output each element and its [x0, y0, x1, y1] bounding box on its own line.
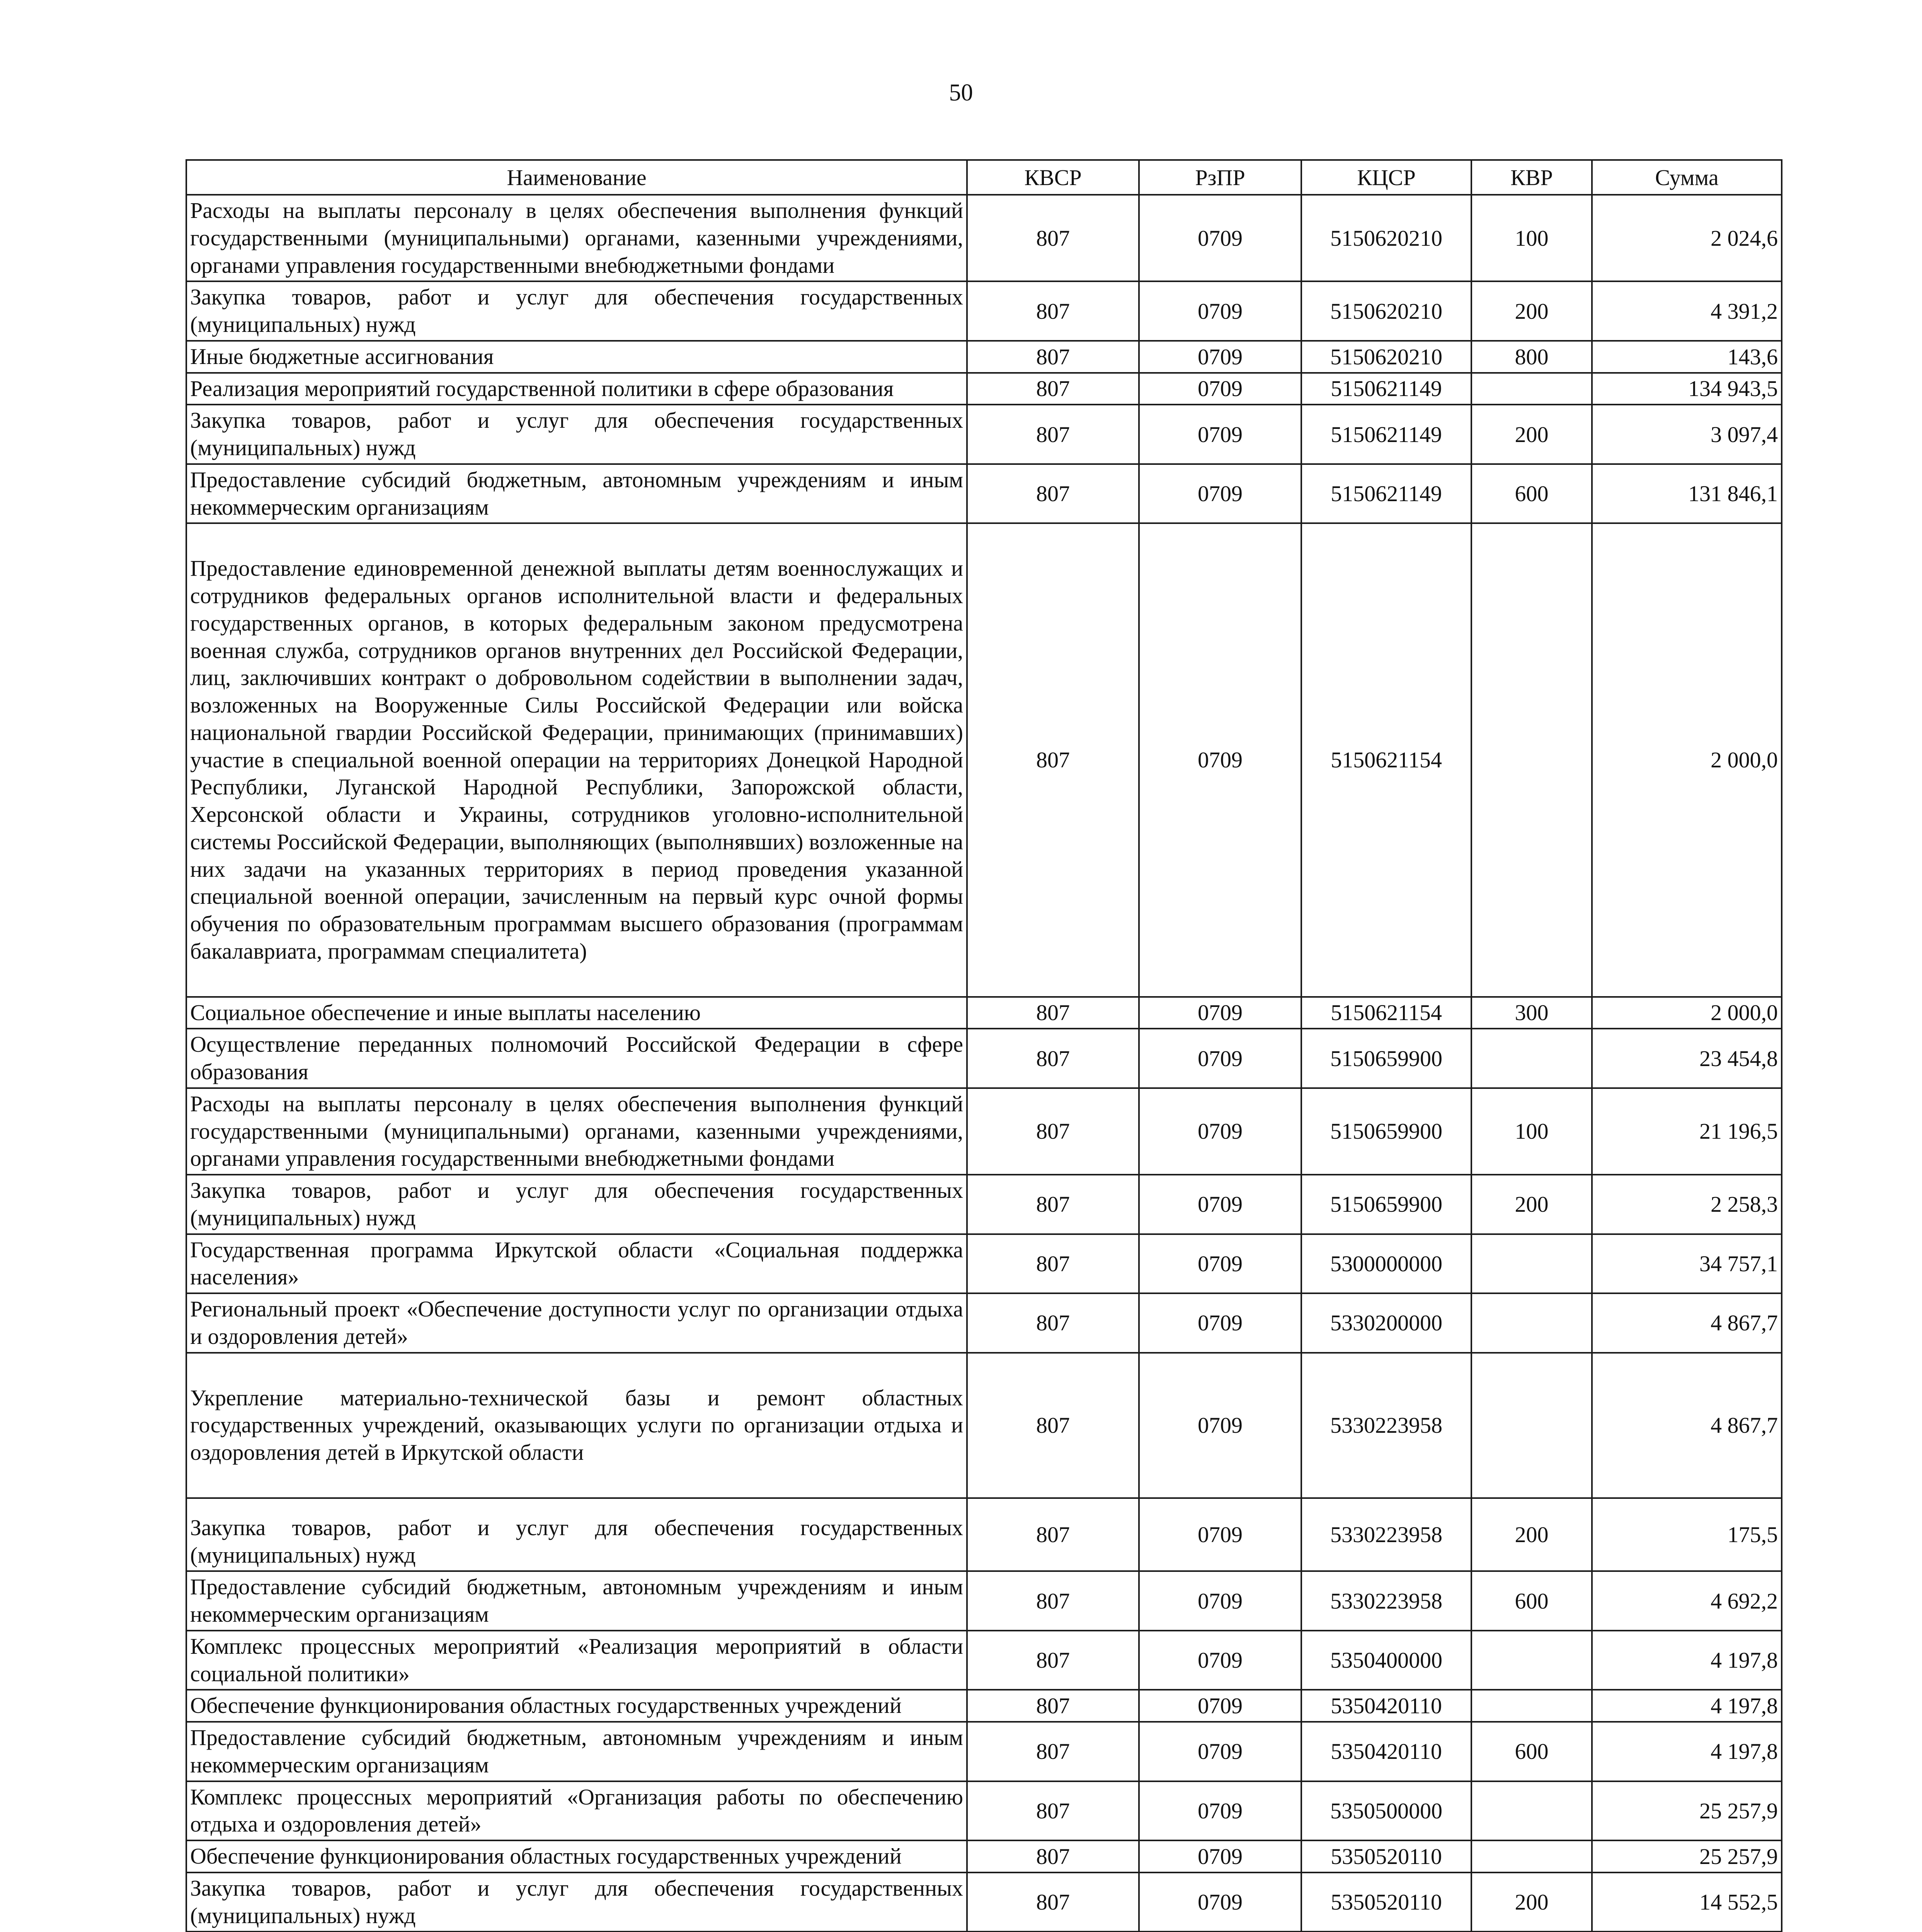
- cell-name: Укрепление материально-технической базы и ремонт областных государственных учреждений, оказывающих услуги по организации отдыха и оздоровления детей в Иркутской области: [186, 1353, 967, 1498]
- table-row: [186, 195, 1782, 281]
- cell-kcsr: 5330223958: [1301, 1498, 1471, 1571]
- cell-sum: 34 757,1: [1592, 1234, 1782, 1294]
- cell-kvr: 200: [1471, 281, 1592, 341]
- cell-kcsr: 5150659900: [1301, 1088, 1471, 1175]
- cell-rzpr: 0709: [1139, 1722, 1301, 1781]
- table-row: [186, 405, 1782, 464]
- cell-sum: 143,6: [1592, 341, 1782, 373]
- cell-kvr: [1471, 1781, 1592, 1841]
- table-body: [186, 195, 1782, 1932]
- cell-rzpr: 0709: [1139, 341, 1301, 373]
- cell-rzpr: 0709: [1139, 373, 1301, 405]
- cell-name: Комплекс процессных мероприятий «Реализация мероприятий в области социальной политики»: [186, 1631, 967, 1690]
- cell-kvsr: 807: [967, 1631, 1139, 1690]
- cell-rzpr: 0709: [1139, 405, 1301, 464]
- cell-kvr: 600: [1471, 464, 1592, 524]
- cell-kvsr: 807: [967, 1781, 1139, 1841]
- table-row: [186, 1175, 1782, 1234]
- cell-kcsr: 5330200000: [1301, 1293, 1471, 1353]
- cell-sum: 3 097,4: [1592, 405, 1782, 464]
- cell-sum: 4 867,7: [1592, 1293, 1782, 1353]
- cell-rzpr: 0709: [1139, 1631, 1301, 1690]
- cell-name: Предоставление субсидий бюджетным, автономным учреждениям и иным некоммерческим организациям: [186, 464, 967, 524]
- cell-kcsr: 5150620210: [1301, 281, 1471, 341]
- cell-kcsr: 5350400000: [1301, 1631, 1471, 1690]
- cell-rzpr: 0709: [1139, 1029, 1301, 1088]
- cell-kvr: 200: [1471, 405, 1592, 464]
- header-kvsr: КВСР: [967, 160, 1139, 195]
- cell-kcsr: 5350420110: [1301, 1722, 1471, 1781]
- table-row: [186, 1781, 1782, 1841]
- cell-sum: 2 000,0: [1592, 523, 1782, 997]
- table-row: [186, 341, 1782, 373]
- cell-name: Реализация мероприятий государственной политики в сфере образования: [186, 373, 967, 405]
- cell-rzpr: 0709: [1139, 523, 1301, 997]
- cell-name: Предоставление субсидий бюджетным, автономным учреждениям и иным некоммерческим организациям: [186, 1722, 967, 1781]
- cell-kvsr: 807: [967, 281, 1139, 341]
- cell-name: Осуществление переданных полномочий Российской Федерации в сфере образования: [186, 1029, 967, 1088]
- table-row: [186, 373, 1782, 405]
- table-row: [186, 464, 1782, 524]
- cell-name: Комплекс процессных мероприятий «Организация работы по обеспечению отдыха и оздоровления детей»: [186, 1781, 967, 1841]
- cell-kcsr: 5330223958: [1301, 1571, 1471, 1631]
- cell-kvr: 300: [1471, 997, 1592, 1029]
- table-row: [186, 1029, 1782, 1088]
- cell-kvr: 100: [1471, 1088, 1592, 1175]
- cell-sum: 25 257,9: [1592, 1840, 1782, 1872]
- cell-sum: 25 257,9: [1592, 1781, 1782, 1841]
- cell-name: Предоставление субсидий бюджетным, автономным учреждениям и иным некоммерческим организациям: [186, 1571, 967, 1631]
- cell-kcsr: 5150659900: [1301, 1029, 1471, 1088]
- cell-kcsr: 5150621154: [1301, 523, 1471, 997]
- cell-sum: 2 024,6: [1592, 195, 1782, 281]
- cell-rzpr: 0709: [1139, 281, 1301, 341]
- cell-kcsr: 5150621149: [1301, 405, 1471, 464]
- cell-kcsr: 5150659900: [1301, 1175, 1471, 1234]
- cell-kcsr: 5350520110: [1301, 1840, 1471, 1872]
- cell-kvr: [1471, 1353, 1592, 1498]
- cell-rzpr: 0709: [1139, 1293, 1301, 1353]
- cell-kvsr: 807: [967, 1840, 1139, 1872]
- cell-rzpr: 0709: [1139, 1571, 1301, 1631]
- cell-kvsr: 807: [967, 997, 1139, 1029]
- cell-sum: 4 197,8: [1592, 1690, 1782, 1722]
- cell-kvsr: 807: [967, 1088, 1139, 1175]
- cell-kvr: [1471, 1293, 1592, 1353]
- cell-sum: 131 846,1: [1592, 464, 1782, 524]
- table-row: [186, 1498, 1782, 1571]
- cell-kcsr: 5150621149: [1301, 373, 1471, 405]
- cell-kvsr: 807: [967, 1498, 1139, 1571]
- table-row: [186, 1722, 1782, 1781]
- header-name: Наименование: [186, 160, 967, 195]
- cell-name: Закупка товаров, работ и услуг для обеспечения государственных (муниципальных) нужд: [186, 1872, 967, 1932]
- cell-sum: 4 197,8: [1592, 1631, 1782, 1690]
- table-row: [186, 1872, 1782, 1932]
- cell-kvr: 600: [1471, 1571, 1592, 1631]
- cell-rzpr: 0709: [1139, 1872, 1301, 1932]
- cell-rzpr: 0709: [1139, 997, 1301, 1029]
- cell-rzpr: 0709: [1139, 1498, 1301, 1571]
- cell-name: Закупка товаров, работ и услуг для обеспечения государственных (муниципальных) нужд: [186, 405, 967, 464]
- table-row: [186, 1353, 1782, 1498]
- cell-kcsr: 5150620210: [1301, 341, 1471, 373]
- header-kcsr: КЦСР: [1301, 160, 1471, 195]
- cell-sum: 4 692,2: [1592, 1571, 1782, 1631]
- cell-sum: 23 454,8: [1592, 1029, 1782, 1088]
- table-row: [186, 1234, 1782, 1294]
- cell-kvr: 200: [1471, 1175, 1592, 1234]
- cell-rzpr: 0709: [1139, 1840, 1301, 1872]
- cell-rzpr: 0709: [1139, 1781, 1301, 1841]
- cell-kvr: 200: [1471, 1498, 1592, 1571]
- cell-name: Государственная программа Иркутской области «Социальная поддержка населения»: [186, 1234, 967, 1294]
- cell-kvsr: 807: [967, 1872, 1139, 1932]
- cell-sum: 2 000,0: [1592, 997, 1782, 1029]
- cell-rzpr: 0709: [1139, 1690, 1301, 1722]
- cell-sum: 4 391,2: [1592, 281, 1782, 341]
- table-row: [186, 1690, 1782, 1722]
- cell-kvr: [1471, 1840, 1592, 1872]
- cell-kvsr: 807: [967, 1571, 1139, 1631]
- header-kvr: КВР: [1471, 160, 1592, 195]
- table-row: [186, 1293, 1782, 1353]
- cell-kvsr: 807: [967, 1029, 1139, 1088]
- cell-kcsr: 5150621149: [1301, 464, 1471, 524]
- header-sum: Сумма: [1592, 160, 1782, 195]
- cell-name: Расходы на выплаты персоналу в целях обеспечения выполнения функций государственными (муниципальными) органами, казенными учреждениями, органами управления государственными внебюджетными фондами: [186, 195, 967, 281]
- budget-table: [186, 159, 1782, 1932]
- table-row: [186, 523, 1782, 997]
- cell-kvsr: 807: [967, 1353, 1139, 1498]
- cell-sum: 134 943,5: [1592, 373, 1782, 405]
- table-header-row: [186, 160, 1782, 195]
- cell-sum: 14 552,5: [1592, 1872, 1782, 1932]
- cell-kvr: 800: [1471, 341, 1592, 373]
- cell-kvr: [1471, 373, 1592, 405]
- cell-kcsr: 5330223958: [1301, 1353, 1471, 1498]
- cell-kvr: [1471, 1029, 1592, 1088]
- cell-kvsr: 807: [967, 1234, 1139, 1294]
- table-row: [186, 1571, 1782, 1631]
- cell-rzpr: 0709: [1139, 195, 1301, 281]
- cell-kvsr: 807: [967, 373, 1139, 405]
- table-row: [186, 1631, 1782, 1690]
- header-rzpr: РзПР: [1139, 160, 1301, 195]
- cell-kvsr: 807: [967, 341, 1139, 373]
- table-row: [186, 281, 1782, 341]
- cell-sum: 4 197,8: [1592, 1722, 1782, 1781]
- table-row: [186, 1840, 1782, 1872]
- cell-kvsr: 807: [967, 405, 1139, 464]
- cell-name: Предоставление единовременной денежной выплаты детям военнослужащих и сотрудников федеральных органов исполнительной власти и федеральных государственных органов, в которых федеральным законом предусмотрена военная служба, сотрудников органов внутренних дел Российской Федерации, лиц, заключивших контракт о добровольном содействии в выполнении задач, возложенных на Вооруженные Силы Российской Федерации или войска национальной гвардии Российской Федерации, принимающих (принимавших) участие в специальной военной операции на территориях Донецкой Народной Республики, Луганской Народной Республики, Запорожской области, Херсонской области и Украины, сотрудников уголовно-исполнительной системы Российской Федерации, выполняющих (выполнявших) возложенные на них задачи на указанных территориях в период проведения указанной специальной военной операции, зачисленным на первый курс очной формы обучения по образовательным программам высшего образования (программам бакалавриата, программам специалитета): [186, 523, 967, 997]
- table-row: [186, 1088, 1782, 1175]
- cell-kvsr: 807: [967, 523, 1139, 997]
- cell-name: Закупка товаров, работ и услуг для обеспечения государственных (муниципальных) нужд: [186, 1498, 967, 1571]
- cell-kvr: 200: [1471, 1872, 1592, 1932]
- cell-kcsr: 5350420110: [1301, 1690, 1471, 1722]
- cell-kvr: [1471, 1234, 1592, 1294]
- cell-rzpr: 0709: [1139, 1175, 1301, 1234]
- cell-kvsr: 807: [967, 1293, 1139, 1353]
- cell-kcsr: 5150621154: [1301, 997, 1471, 1029]
- table-row: [186, 997, 1782, 1029]
- cell-kvsr: 807: [967, 1722, 1139, 1781]
- page-number: 50: [949, 80, 973, 106]
- cell-rzpr: 0709: [1139, 464, 1301, 524]
- cell-rzpr: 0709: [1139, 1234, 1301, 1294]
- cell-sum: 21 196,5: [1592, 1088, 1782, 1175]
- cell-kvr: 600: [1471, 1722, 1592, 1781]
- cell-kvsr: 807: [967, 195, 1139, 281]
- cell-name: Расходы на выплаты персоналу в целях обеспечения выполнения функций государственными (муниципальными) органами, казенными учреждениями, органами управления государственными внебюджетными фондами: [186, 1088, 967, 1175]
- cell-kcsr: 5150620210: [1301, 195, 1471, 281]
- cell-kcsr: 5350520110: [1301, 1872, 1471, 1932]
- cell-kvr: [1471, 1690, 1592, 1722]
- cell-sum: 2 258,3: [1592, 1175, 1782, 1234]
- cell-name: Обеспечение функционирования областных государственных учреждений: [186, 1840, 967, 1872]
- cell-kcsr: 5300000000: [1301, 1234, 1471, 1294]
- cell-kvsr: 807: [967, 1690, 1139, 1722]
- cell-kvsr: 807: [967, 464, 1139, 524]
- cell-name: Региональный проект «Обеспечение доступности услуг по организации отдыха и оздоровления детей»: [186, 1293, 967, 1353]
- cell-kvr: [1471, 1631, 1592, 1690]
- cell-name: Социальное обеспечение и иные выплаты населению: [186, 997, 967, 1029]
- cell-kvr: 100: [1471, 195, 1592, 281]
- cell-name: Обеспечение функционирования областных государственных учреждений: [186, 1690, 967, 1722]
- cell-kvr: [1471, 523, 1592, 997]
- cell-name: Иные бюджетные ассигнования: [186, 341, 967, 373]
- cell-rzpr: 0709: [1139, 1353, 1301, 1498]
- cell-kvsr: 807: [967, 1175, 1139, 1234]
- cell-kcsr: 5350500000: [1301, 1781, 1471, 1841]
- cell-sum: 175,5: [1592, 1498, 1782, 1571]
- cell-name: Закупка товаров, работ и услуг для обеспечения государственных (муниципальных) нужд: [186, 1175, 967, 1234]
- cell-sum: 4 867,7: [1592, 1353, 1782, 1498]
- cell-name: Закупка товаров, работ и услуг для обеспечения государственных (муниципальных) нужд: [186, 281, 967, 341]
- cell-rzpr: 0709: [1139, 1088, 1301, 1175]
